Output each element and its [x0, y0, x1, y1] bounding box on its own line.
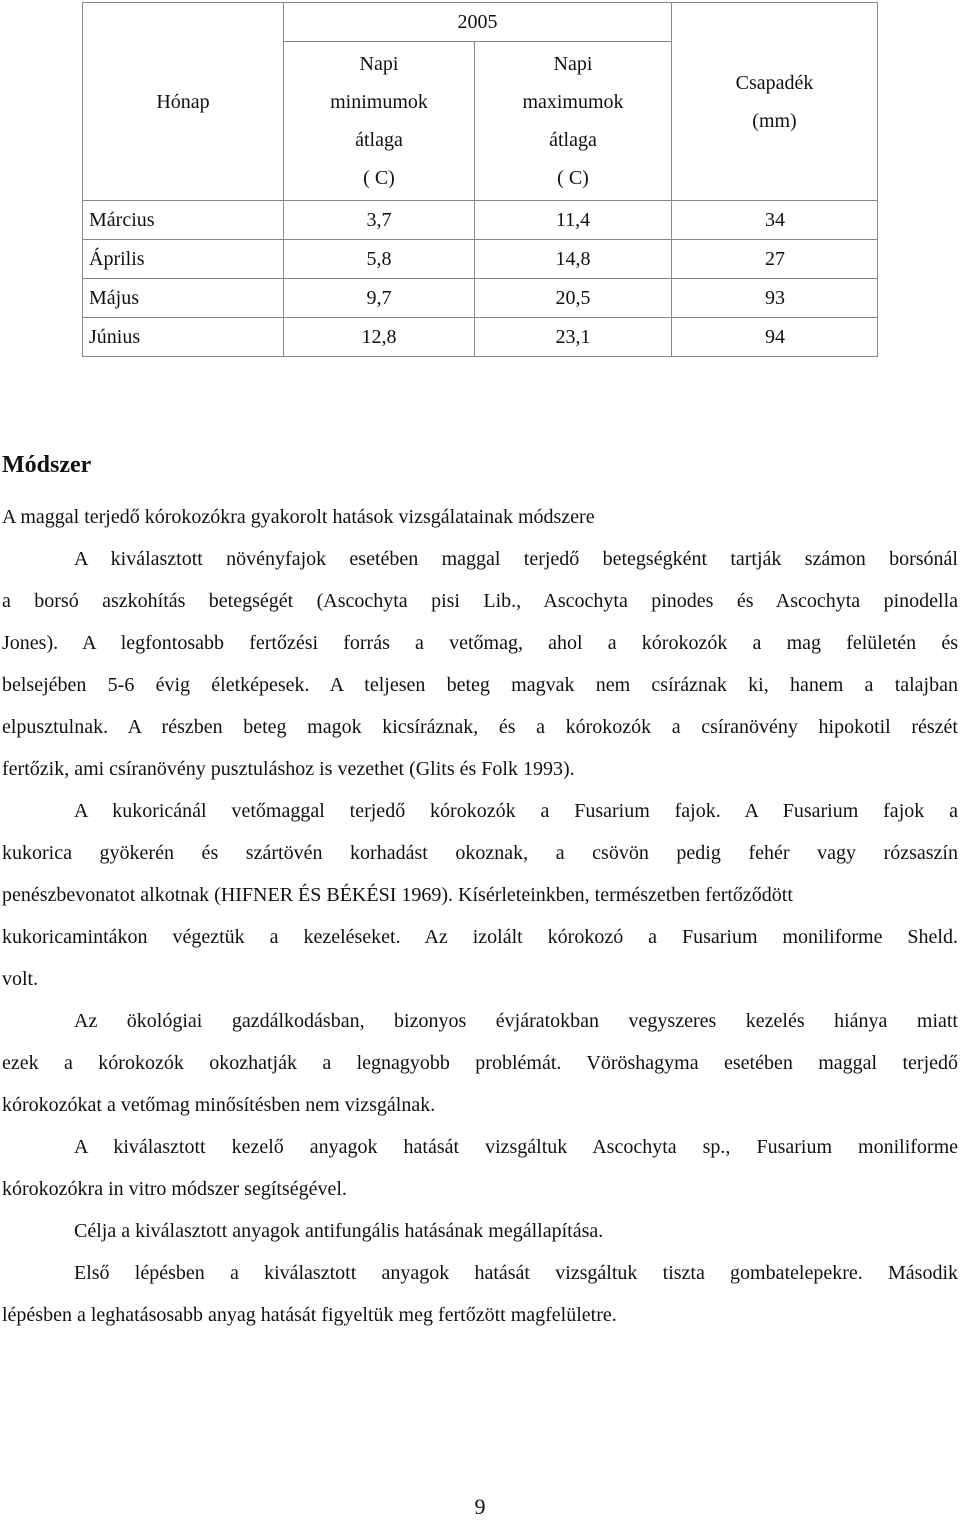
text-part: penészbevonatot alkotnak (	[2, 884, 221, 906]
text-line: kukoricamintákon végeztük a kezeléseket. Az izolált kórokozó a Fusarium moniliforme Sheld.	[2, 926, 958, 948]
method-subtitle: A maggal terjedő kórokozókra gyakorolt hatások vizsgálatainak módszere	[2, 506, 595, 528]
text-line: lépésben a leghatásosabb anyag hatását figyeltük meg fertőzött magfelületre.	[2, 1304, 617, 1326]
header-max-line: Napi	[553, 53, 593, 75]
text-line-citation	[2, 874, 958, 916]
header-rain	[672, 3, 878, 201]
text-line: Célja a kiválasztott anyagok antifungális hatásának megállapítása.	[74, 1220, 604, 1242]
text-line: a borsó aszkohítás betegségét (Ascochyta pisi Lib., Ascochyta pinodes és Ascochyta pinodella	[2, 590, 958, 612]
header-max-line: ( C)	[557, 167, 589, 189]
cell-rain: 34	[672, 201, 878, 240]
text-line: Első lépésben a kiválasztott anyagok hatását vizsgáltuk tiszta gombatelepekre. Második	[74, 1262, 958, 1284]
text-part: 1969). Kísérleteinkben, természetben fertőződött	[396, 884, 793, 906]
cell-min: 12,8	[284, 318, 475, 357]
text-line: A kiválasztott növényfajok esetében maggal terjedő betegségként tartják számon borsónál	[74, 548, 958, 570]
header-rain-line: Csapadék	[735, 71, 814, 94]
header-min-line: Napi	[359, 53, 399, 75]
text-line: Az ökológiai gazdálkodásban, bizonyos évjáratokban vegyszeres kezelés hiánya miatt	[74, 1010, 958, 1032]
header-year: 2005	[284, 3, 672, 42]
citation-authors: HIFNER ÉS BÉKÉSI	[220, 884, 397, 906]
text-line: elpusztulnak. A részben beteg magok kicsíráznak, és a kórokozók a csíranövény hipokotil részét	[2, 716, 958, 738]
cell-max: 14,8	[475, 240, 672, 279]
section-title: Módszer	[2, 452, 92, 478]
table-row	[83, 279, 878, 318]
cell-max: 20,5	[475, 279, 672, 318]
header-min-line: átlaga	[355, 129, 403, 151]
header-max-line: maximumok	[522, 91, 624, 113]
text-line: volt.	[2, 968, 39, 990]
page-number: 9	[474, 1494, 486, 1519]
header-max-line: átlaga	[549, 129, 597, 151]
cell-month: Június	[83, 318, 284, 357]
header-min	[284, 42, 475, 201]
text-line: A kukoricánál vetőmaggal terjedő kórokozók a Fusarium fajok. A Fusarium fajok a	[74, 800, 958, 822]
cell-month: Május	[83, 279, 284, 318]
cell-rain: 94	[672, 318, 878, 357]
text-line: kórokozókat a vetőmag minősítésben nem vizsgálnak.	[2, 1094, 436, 1116]
header-month: Hónap	[83, 3, 284, 201]
text-line: belsejében 5-6 évig életképesek. A teljesen beteg magvak nem csíráznak ki, hanem a talajban	[2, 674, 958, 696]
header-rain-line: (mm)	[752, 109, 797, 132]
text-line: A kiválasztott kezelő anyagok hatását vizsgáltuk Ascochyta sp., Fusarium moniliforme	[74, 1136, 958, 1158]
text-line: kukorica gyökerén és szártövén korhadást okoznak, a csövön pedig fehér vagy rózsaszín	[2, 842, 958, 864]
cell-rain: 93	[672, 279, 878, 318]
text-line: ezek a kórokozók okozhatják a legnagyobb problémát. Vöröshagyma esetében maggal terjedő	[2, 1052, 958, 1074]
climate-table	[82, 2, 878, 357]
header-max	[475, 42, 672, 201]
table-row	[83, 240, 878, 279]
cell-max: 23,1	[475, 318, 672, 357]
cell-min: 9,7	[284, 279, 475, 318]
cell-month: Március	[83, 201, 284, 240]
cell-min: 3,7	[284, 201, 475, 240]
table-row	[83, 201, 878, 240]
body-text	[2, 496, 958, 1336]
table-row	[83, 318, 878, 357]
cell-max: 11,4	[475, 201, 672, 240]
cell-rain: 27	[672, 240, 878, 279]
header-min-line: ( C)	[363, 167, 395, 189]
cell-min: 5,8	[284, 240, 475, 279]
text-line: Jones). A legfontosabb fertőzési forrás a vetőmag, ahol a kórokozók a mag felületén és	[2, 632, 958, 654]
header-min-line: minimumok	[330, 91, 428, 113]
text-line: fertőzik, ami csíranövény pusztuláshoz is vezethet (Glits és Folk 1993).	[2, 758, 575, 780]
text-line: kórokozókra in vitro módszer segítségével.	[2, 1178, 347, 1200]
cell-month: Április	[83, 240, 284, 279]
